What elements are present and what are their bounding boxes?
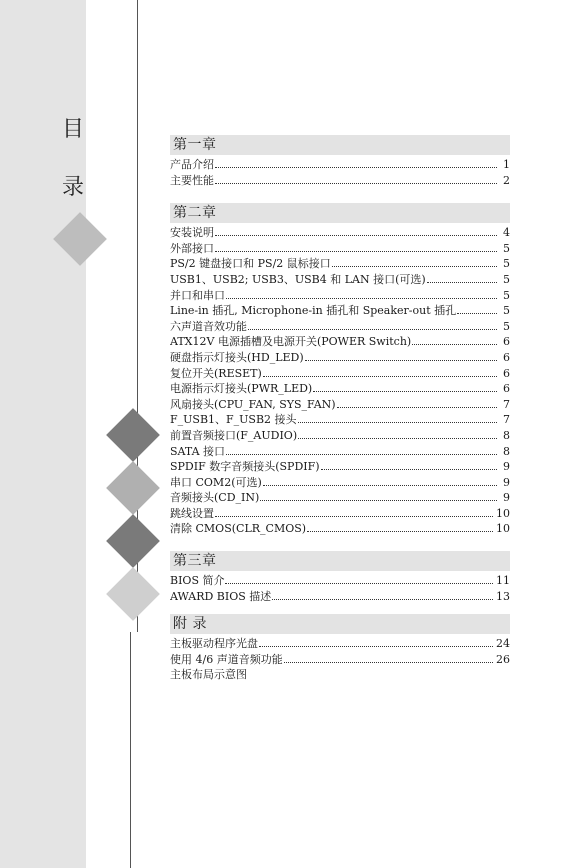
leader-dots [457, 304, 497, 314]
leader-dots [215, 507, 493, 517]
entry-title: Line-in 插孔, Microphone-in 插孔和 Speaker-out 插孔 [170, 304, 457, 318]
table-of-contents [170, 135, 510, 683]
entry-page: 10 [496, 506, 510, 520]
toc-entry[interactable] [170, 381, 510, 397]
entry-page: 4 [503, 226, 510, 240]
toc-entry[interactable] [170, 444, 510, 460]
leader-dots [307, 522, 493, 532]
entry-title: 风扇接头(CPU_FAN, SYS_FAN) [170, 397, 336, 411]
entry-title: 并口和串口 [170, 288, 225, 302]
entry-title: ATX12V 电源插槽及电源开关(POWER Switch) [170, 335, 412, 349]
leader-dots [263, 476, 497, 486]
leader-dots [298, 429, 497, 439]
entry-title: 复位开关(RESET) [170, 366, 262, 380]
leader-dots [215, 242, 497, 252]
entry-title: USB1、USB2; USB3、USB4 和 LAN 接口(可选) [170, 272, 426, 286]
entry-page: 24 [496, 637, 510, 651]
toc-entry[interactable] [170, 288, 510, 304]
leader-dots [412, 335, 497, 345]
toc-entry[interactable] [170, 319, 510, 335]
leader-dots [215, 226, 497, 236]
leader-dots [332, 257, 497, 267]
entry-title: 主板布局示意图 [170, 668, 247, 682]
entry-title: 电源指示灯接头(PWR_LED) [170, 382, 313, 396]
leader-dots [226, 445, 497, 455]
section-heading: 附 录 [170, 614, 510, 634]
toc-section-appendix [170, 614, 510, 683]
entry-page: 5 [503, 319, 510, 333]
entry-title: 硬盘指示灯接头(HD_LED) [170, 350, 304, 364]
toc-entry[interactable] [170, 667, 510, 683]
entry-page: 5 [503, 272, 510, 286]
entry-page: 9 [503, 491, 510, 505]
toc-entry[interactable] [170, 428, 510, 444]
toc-entry[interactable] [170, 412, 510, 428]
entry-page: 8 [503, 444, 510, 458]
entry-title: SPDIF 数字音频接头(SPDIF) [170, 460, 320, 474]
toc-section-chapter-1 [170, 135, 510, 188]
leader-dots [272, 590, 493, 600]
leader-dots [215, 174, 497, 184]
entry-page: 5 [503, 257, 510, 271]
entry-page: 2 [503, 173, 510, 187]
entry-page: 7 [503, 413, 510, 427]
toc-section-chapter-2 [170, 203, 510, 537]
section-heading: 第二章 [170, 203, 510, 223]
entry-title: 主板驱动程序光盘 [170, 637, 258, 651]
toc-entry[interactable] [170, 225, 510, 241]
toc-section-chapter-3 [170, 551, 510, 604]
leader-dots [298, 413, 497, 423]
toc-entry[interactable] [170, 459, 510, 475]
section-heading: 第一章 [170, 135, 510, 155]
entry-page: 5 [503, 241, 510, 255]
entry-title: 音频接头(CD_IN) [170, 491, 260, 505]
entry-page: 8 [503, 428, 510, 442]
leader-dots [321, 460, 497, 470]
leader-dots [259, 637, 493, 647]
entry-title: F_USB1、F_USB2 接头 [170, 413, 297, 427]
entry-title: 使用 4/6 声道音频功能 [170, 652, 283, 666]
entry-page: 6 [503, 335, 510, 349]
leader-dots [260, 491, 497, 501]
entry-title: 跳线设置 [170, 506, 214, 520]
entry-title: AWARD BIOS 描述 [170, 589, 272, 603]
toc-entry[interactable] [170, 334, 510, 350]
leader-dots [248, 320, 497, 330]
entry-title: 安装说明 [170, 226, 214, 240]
decorative-diamond [106, 461, 160, 515]
entry-title: 产品介绍 [170, 158, 214, 171]
entry-title: 串口 COM2(可选) [170, 475, 262, 489]
vertical-rule-bottom [130, 632, 131, 868]
toc-entry[interactable] [170, 589, 510, 605]
entry-title: 六声道音效功能 [170, 319, 247, 333]
leader-dots [305, 351, 497, 361]
entry-title: 外部接口 [170, 241, 214, 255]
section-heading: 第三章 [170, 551, 510, 571]
toc-entry[interactable] [170, 241, 510, 257]
entry-title: 主要性能 [170, 173, 214, 187]
toc-entry[interactable] [170, 272, 510, 288]
leader-dots [225, 574, 493, 584]
entry-title: BIOS 简介 [170, 574, 225, 588]
entry-page: 9 [503, 475, 510, 489]
toc-title-char-2: 录 [62, 175, 85, 200]
decorative-diamond [106, 514, 160, 568]
toc-entry[interactable] [170, 506, 510, 522]
leader-dots [248, 668, 497, 678]
entry-page: 13 [496, 589, 510, 603]
entry-page: 9 [503, 460, 510, 474]
decorative-diamond [106, 408, 160, 462]
toc-entry[interactable] [170, 490, 510, 506]
entry-page: 10 [496, 522, 510, 536]
entry-page: 5 [503, 288, 510, 302]
entry-page: 6 [503, 350, 510, 364]
toc-entry[interactable] [170, 173, 510, 189]
entry-title: SATA 接口 [170, 444, 226, 458]
leader-dots [284, 653, 493, 663]
leader-dots [427, 273, 497, 283]
toc-entry[interactable] [170, 652, 510, 668]
toc-entry[interactable] [170, 256, 510, 272]
toc-entry[interactable] [170, 475, 510, 491]
entry-page: 6 [503, 382, 510, 396]
leader-dots [215, 158, 497, 168]
entry-page: 5 [503, 304, 510, 318]
toc-entry[interactable] [170, 350, 510, 366]
leader-dots [263, 367, 497, 377]
toc-entry[interactable] [170, 573, 510, 589]
entry-page: 6 [503, 366, 510, 380]
leader-dots [226, 289, 497, 299]
toc-title-char-1: 目 [62, 117, 85, 142]
entry-title: 前置音频接口(F_AUDIO) [170, 428, 298, 442]
leader-dots [313, 382, 497, 392]
entry-page: 1 [503, 158, 510, 171]
toc-entry[interactable] [170, 157, 510, 173]
entry-page: 7 [503, 397, 510, 411]
toc-entry[interactable] [170, 397, 510, 413]
decorative-diamond [106, 567, 160, 621]
entry-title: 清除 CMOS(CLR_CMOS) [170, 522, 307, 536]
entry-title: PS/2 键盘接口和 PS/2 鼠标接口 [170, 257, 331, 271]
toc-entry[interactable] [170, 366, 510, 382]
entry-page: 26 [496, 652, 510, 666]
toc-entry[interactable] [170, 303, 510, 319]
entry-page: 11 [496, 574, 510, 588]
toc-entry[interactable] [170, 521, 510, 537]
leader-dots [337, 398, 497, 408]
toc-entry[interactable] [170, 636, 510, 652]
